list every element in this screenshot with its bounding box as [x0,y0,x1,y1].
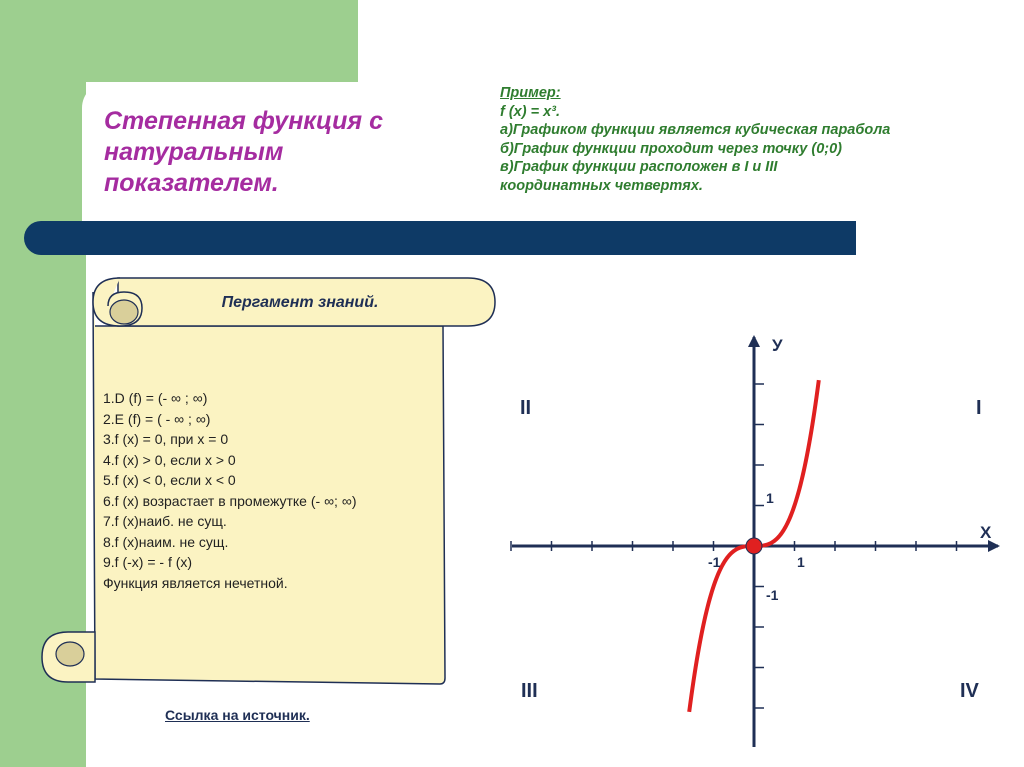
example-block [500,84,1000,195]
y-axis-label: У [772,336,783,355]
cubic-graph [500,325,1020,765]
quadrant-label-iii: III [521,680,538,702]
origin-point [746,538,762,554]
property-item: 2.E (f) = ( - ∞ ; ∞) [103,410,211,427]
property-item: 6.f (x) возрастает в промежутке (- ∞; ∞) [103,492,357,509]
example-line: f (x) = x³. [500,103,561,120]
property-item: 5.f (x) < 0, если x < 0 [103,472,236,488]
quadrant-label-ii: II [520,397,532,419]
tick-label-y-pos: 1 [766,490,774,506]
quadrant-label-iv: IV [960,680,979,702]
property-item: 4.f (x) > 0, если x > 0 [103,451,236,468]
example-line: а)Графиком функции является кубическая парабола [500,122,891,138]
x-axis-label: Х [980,523,992,542]
property-item: 1.D (f) = (- ∞ ; ∞) [103,390,208,406]
property-item: 7.f (x)наиб. не сущ. [103,513,227,529]
tick-label-x-neg: -1 [708,554,721,570]
slide-title: Степенная функция с натуральным показателем. [104,107,383,197]
property-item: 8.f (x)наим. не сущ. [103,533,229,550]
example-line: в)График функции расположен в I и III [500,159,778,175]
source-link[interactable]: Ссылка на источник. [165,707,310,723]
green-top-band [0,0,358,82]
example-line: координатных четвертях. [500,177,703,194]
tick-label-x-pos: 1 [797,554,805,570]
quadrant-label-i: I [976,397,982,419]
properties-list [103,388,443,593]
example-heading: Пример: [500,85,561,101]
scroll-title: Пергамент знаний. [221,294,379,311]
example-line: б)График функции проходит через точку (0;0) [500,140,842,157]
property-item: Функция является нечетной. [103,574,288,591]
property-item: 9.f (-x) = - f (x) [103,554,193,570]
property-item: 3.f (x) = 0, при x = 0 [103,431,229,447]
tick-label-y-neg: -1 [766,587,779,603]
divider-bar [24,221,856,255]
